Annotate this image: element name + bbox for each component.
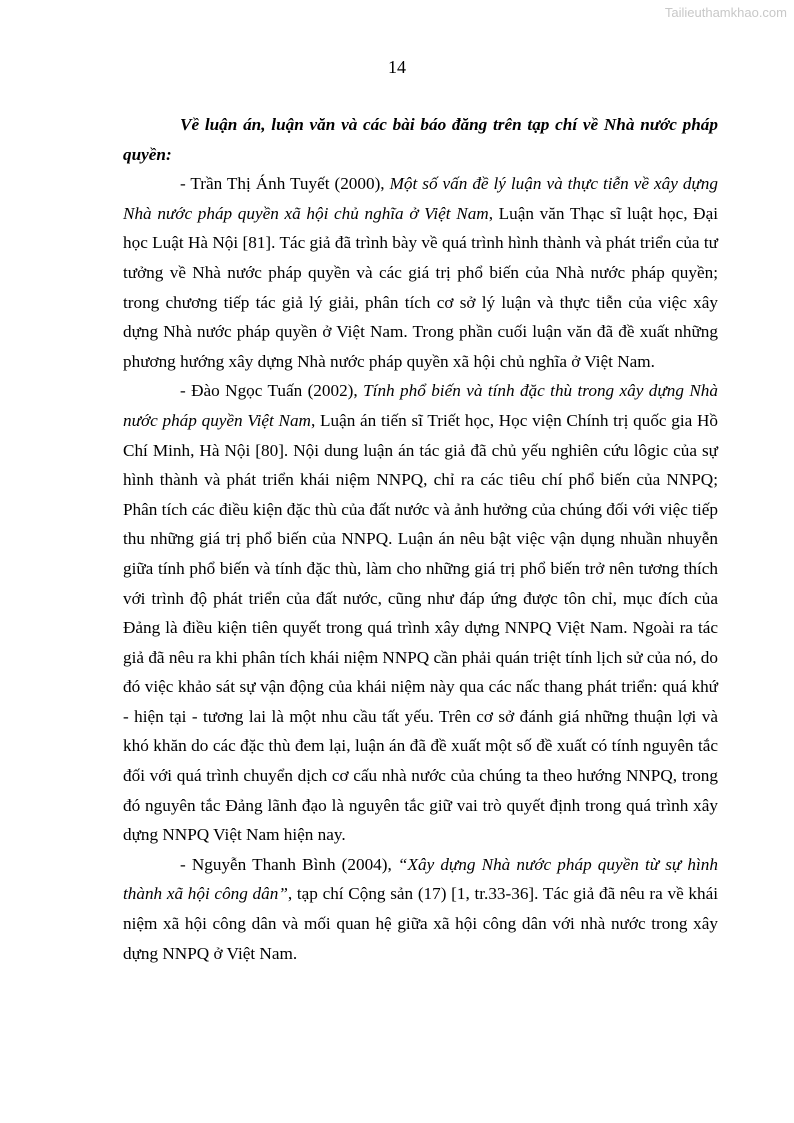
- entry-title: “Xây dựng Nhà nước pháp quyền từ sự hình thành xã hội công dân”: [123, 854, 718, 904]
- entry-description: , Luận án tiến sĩ Triết học, Học viện Chính trị quốc gia Hồ Chí Minh, Hà Nội [80]. Nội dung luận án tác giả đã chủ yếu nghiên cứu lôgic của sự hình thành và phát triển khái niệm NNPQ, chỉ ra các tiêu chí phổ biến của NNPQ; Phân tích các điều kiện đặc thù của đất nước và ảnh hưởng của chúng đối với việc tiếp thu những giá trị phổ biến của NNPQ. Luận án nêu bật việc vận dụng nhuần nhuyễn giữa tính phổ biến và tính đặc thù, làm cho những giá trị phổ biến trở nên tương thích với trình độ phát triển của đất nước, cũng như đáp ứng được tôn chỉ, mục đích của Đảng là điều kiện tiên quyết trong quá trình xây dựng NNPQ Việt Nam. Ngoài ra tác giả đã nêu ra khi phân tích khái niệm NNPQ cần phải quán triệt tính lịch sử của nó, do đó việc khảo sát sự vận động của khái niệm này qua các nấc thang phát triển: quá khứ - hiện tại - tương lai là một nhu cầu tất yếu. Trên cơ sở đánh giá những thuận lợi và khó khăn do các đặc thù đem lại, luận án đã đề xuất một số đề xuất có tính nguyên tắc đối với quá trình chuyển dịch cơ cấu nhà nước của chúng ta theo hướng NNPQ, trong đó nguyên tắc Đảng lãnh đạo là nguyên tắc giữ vai trò quyết định trong quá trình xây dựng NNPQ Việt Nam hiện nay.: [123, 410, 719, 845]
- entry-paragraph: [123, 376, 718, 850]
- entry-author: - Đào Ngọc Tuấn (2002),: [180, 381, 364, 401]
- entry-author: - Trần Thị Ánh Tuyết (2000),: [180, 174, 390, 194]
- page-number: 14: [388, 57, 406, 77]
- section-heading: Về luận án, luận văn và các bài báo đăng trên tạp chí về Nhà nước pháp quyền:: [123, 115, 718, 164]
- entry-paragraph: [123, 850, 718, 968]
- entry-author: - Nguyễn Thanh Bình (2004),: [180, 854, 398, 874]
- watermark: Tailieuthamkhao.com: [664, 5, 787, 20]
- entry-title: Một số vấn đề lý luận và thực tiễn về xây dựng Nhà nước pháp quyền xã hội chủ nghĩa ở Việt Nam: [123, 174, 718, 223]
- document-body: [123, 110, 718, 968]
- entry-description: , tạp chí Cộng sản (17) [1, tr.33-36]. Tác giả đã nêu ra về khái niệm xã hội công dân và mối quan hệ giữa xã hội công dân với nhà nước trong xây dựng NNPQ ở Việt Nam.: [123, 884, 718, 963]
- entry-description: , Luận văn Thạc sĩ luật học, Đại học Luật Hà Nội [81]. Tác giả đã trình bày về quá trình hình thành và phát triển của tư tưởng về Nhà nước pháp quyền và các giá trị phổ biến của Nhà nước pháp quyền; trong chương tiếp tác giả lý giải, phân tích cơ sở lý luận và thực tiễn của việc xây dựng Nhà nước pháp quyền ở Việt Nam. Trong phần cuối luận văn đã đề xuất những phương hướng xây dựng Nhà nước pháp quyền xã hội chủ nghĩa ở Việt Nam.: [123, 203, 719, 371]
- entry-paragraph: [123, 169, 718, 376]
- entry-title: Tính phổ biến và tính đặc thù trong xây dựng Nhà nước pháp quyền Việt Nam: [123, 381, 718, 430]
